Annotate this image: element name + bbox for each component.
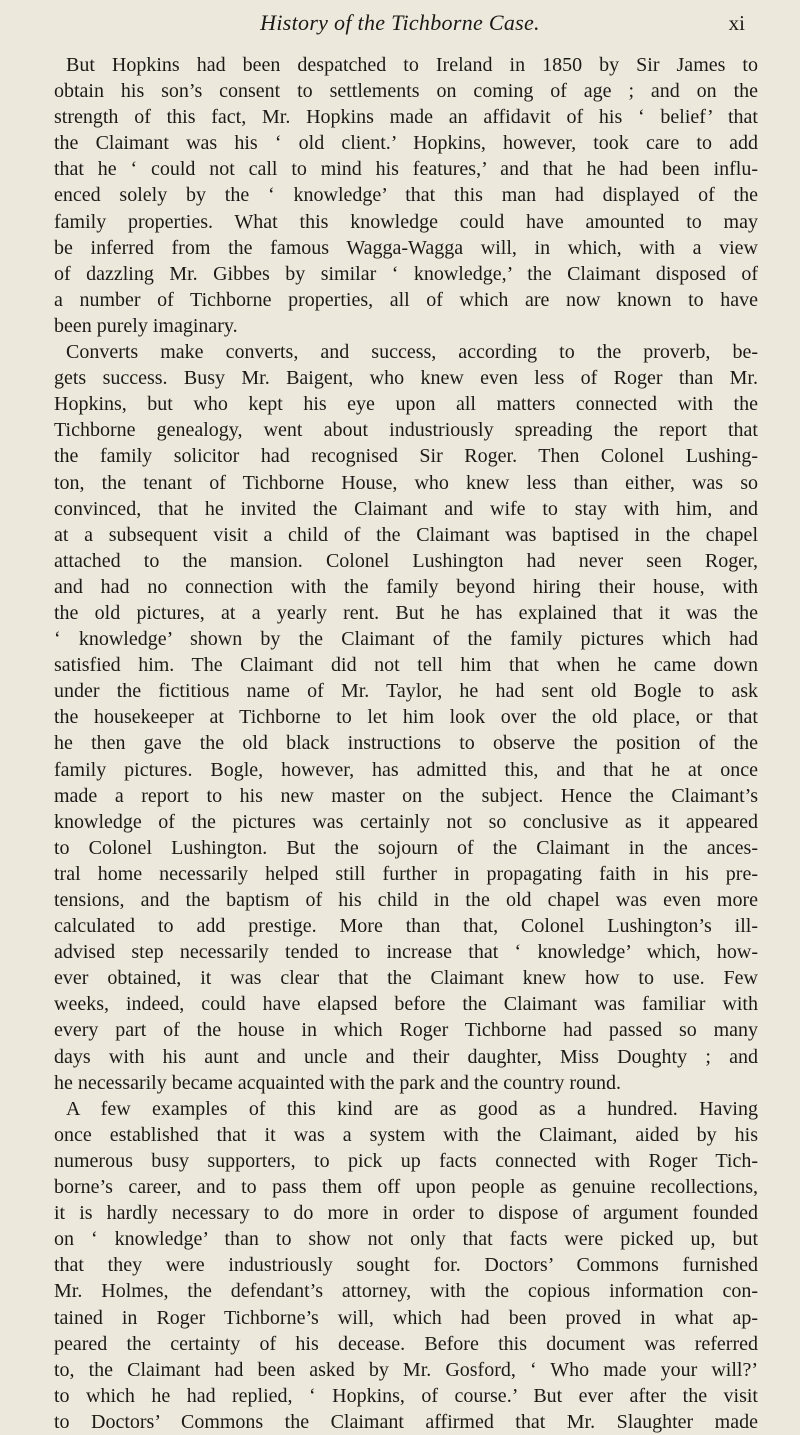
text-line: to, the Claimant had been asked by Mr. Gosford, ‘ Who made your will?’ <box>54 1358 758 1381</box>
text-line: made a report to his new master on the subject. Hence the Claimant’s <box>54 784 758 807</box>
text-line: tensions, and the baptism of his child in the old chapel was even more <box>54 889 758 911</box>
text-line: of dazzling Mr. Gibbes by similar ‘ knowledge,’ the Claimant disposed of <box>54 262 758 285</box>
text-line: enced solely by the ‘ knowledge’ that this man had displayed of the <box>54 184 758 207</box>
text-line: the family solicitor had recognised Sir Roger. Then Colonel Lushing- <box>54 445 758 468</box>
text-line: once established that it was a system with the Claimant, aided by his <box>54 1123 758 1146</box>
text-line: But Hopkins had been despatched to Ireland in 1850 by Sir James to <box>66 54 758 76</box>
text-line: knowledge of the pictures was certainly not so conclusive as it appeared <box>54 810 758 833</box>
text-line: every part of the house in which Roger Tichborne had passed so many <box>54 1019 758 1042</box>
text-line: tained in Roger Tichborne’s will, which had been proved in what ap- <box>54 1306 758 1329</box>
text-line: on ‘ knowledge’ than to show not only that facts were picked up, but <box>54 1228 758 1251</box>
running-head <box>0 8 800 38</box>
text-line: the housekeeper at Tichborne to let him look over the old place, or that <box>54 706 758 729</box>
text-line: Converts make converts, and success, according to the proverb, be- <box>66 341 758 364</box>
text-line: that he ‘ could not call to mind his features,’ and that he had been influ- <box>54 158 758 181</box>
text-line: to Doctors’ Commons the Claimant affirmed that Mr. Slaughter made <box>54 1410 758 1433</box>
body-text <box>54 52 758 1435</box>
text-line: weeks, indeed, could have elapsed before the Claimant was familiar with <box>54 993 758 1016</box>
text-line: Mr. Holmes, the defendant’s attorney, with the copious information con- <box>54 1280 758 1303</box>
text-line: family properties. What this knowledge could have amounted to may <box>54 210 758 233</box>
text-line: attached to the mansion. Colonel Lushington had never seen Roger, <box>54 549 758 572</box>
text-line: he necessarily became acquainted with the park and the country round. <box>54 1071 622 1094</box>
text-line: tral home necessarily helped still further in propagating faith in his pre- <box>54 862 758 885</box>
text-line: borne’s career, and to pass them off upon people as genuine recollections, <box>54 1176 758 1199</box>
text-line: ever obtained, it was clear that the Claimant knew how to use. Few <box>54 967 758 990</box>
text-line: numerous busy supporters, to pick up facts connected with Roger Tich- <box>54 1149 758 1172</box>
text-line: A few examples of this kind are as good as a hundred. Having <box>66 1097 758 1120</box>
text-line: Tichborne genealogy, went about industriously spreading the report that <box>54 419 758 442</box>
text-line: days with his aunt and uncle and their daughter, Miss Doughty ; and <box>54 1045 758 1068</box>
text-line: he then gave the old black instructions to observe the position of the <box>54 732 758 755</box>
text-line: to which he had replied, ‘ Hopkins, of course.’ But ever after the visit <box>54 1384 758 1407</box>
text-line: strength of this fact, Mr. Hopkins made an affidavit of his ‘ belief’ that <box>54 106 758 129</box>
text-line: at a subsequent visit a child of the Claimant was baptised in the chapel <box>54 523 758 546</box>
text-line: satisfied him. The Claimant did not tell him that when he came down <box>54 654 758 677</box>
text-line: family pictures. Bogle, however, has admitted this, and that he at once <box>54 758 758 781</box>
text-line: been purely imaginary. <box>54 314 238 337</box>
text-line: advised step necessarily tended to increase that ‘ knowledge’ which, how- <box>54 941 758 964</box>
text-line: ton, the tenant of Tichborne House, who knew less than either, was so <box>54 471 758 494</box>
text-line: calculated to add prestige. More than that, Colonel Lushington’s ill- <box>54 915 758 938</box>
text-line: the Claimant was his ‘ old client.’ Hopkins, however, took care to add <box>54 132 758 155</box>
text-line: peared the certainty of his decease. Before this document was referred <box>54 1332 758 1355</box>
text-line: to Colonel Lushington. But the sojourn of the Claimant in the ances- <box>54 836 758 859</box>
text-line: that they were industriously sought for. Doctors’ Commons furnished <box>54 1254 758 1277</box>
text-line: ‘ knowledge’ shown by the Claimant of the family pictures which had <box>54 628 758 651</box>
page-number: xi <box>728 11 745 35</box>
text-line: it is hardly necessary to do more in order to dispose of argument founded <box>54 1202 758 1225</box>
text-line: Hopkins, but who kept his eye upon all matters connected with the <box>54 393 758 416</box>
text-line: under the fictitious name of Mr. Taylor, he had sent old Bogle to ask <box>54 680 758 703</box>
text-line: gets success. Busy Mr. Baigent, who knew even less of Roger than Mr. <box>54 367 758 390</box>
text-line: be inferred from the famous Wagga-Wagga will, in which, with a view <box>54 236 758 259</box>
text-line: and had no connection with the family beyond hiring their house, with <box>54 575 758 598</box>
running-title: History of the Tichborne Case. <box>260 10 540 35</box>
text-line: convinced, that he invited the Claimant and wife to stay with him, and <box>54 497 758 520</box>
text-line: a number of Tichborne properties, all of which are now known to have <box>54 288 758 311</box>
text-line: the old pictures, at a yearly rent. But he has explained that it was the <box>54 601 758 624</box>
text-line: obtain his son’s consent to settlements on coming of age ; and on the <box>54 80 758 103</box>
